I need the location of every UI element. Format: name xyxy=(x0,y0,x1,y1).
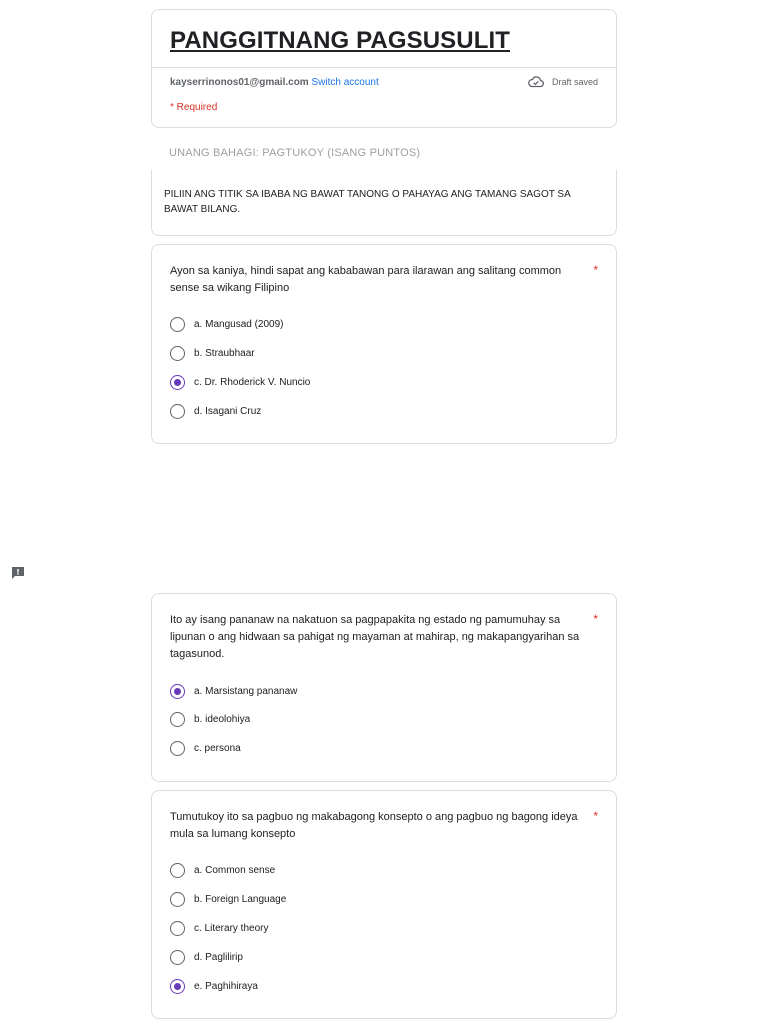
radio-button[interactable] xyxy=(170,950,185,965)
question-card-1 xyxy=(151,244,617,444)
question-card-2 xyxy=(151,593,617,782)
radio-option[interactable] xyxy=(170,740,241,756)
question-text: Tumutukoy ito sa pagbuo ng makabagong konsepto o ang pagbuo ng bagong ideya mula sa lumang konsepto xyxy=(170,811,578,840)
section-description: PILIIN ANG TITIK SA IBABA NG BAWAT TANONG O PAHAYAG ANG TAMANG SAGOT SA BAWAT BILANG. xyxy=(164,189,571,215)
radio-option[interactable] xyxy=(170,891,286,907)
option-label: c. Literary theory xyxy=(194,922,269,934)
radio-button[interactable] xyxy=(170,712,185,727)
question-text: Ayon sa kaniya, hindi sapat ang kababawan para ilarawan ang salitang common sense sa wikang Filipino xyxy=(170,265,562,294)
option-label: b. Foreign Language xyxy=(194,893,287,905)
radio-option[interactable] xyxy=(170,345,255,361)
radio-option[interactable] xyxy=(170,316,284,332)
option-label: c. persona xyxy=(194,742,241,754)
option-label: a. Mangusad (2009) xyxy=(194,318,284,330)
draft-status xyxy=(528,76,598,88)
required-asterisk: * xyxy=(593,612,598,626)
radio-button[interactable] xyxy=(170,346,185,361)
form-title: PANGGITNANG PAGSUSULIT xyxy=(170,27,510,54)
radio-option[interactable] xyxy=(170,683,297,699)
radio-button-selected[interactable] xyxy=(170,375,185,390)
radio-option[interactable] xyxy=(170,403,261,419)
draft-status-label: Draft saved xyxy=(551,77,598,87)
account-email: kayserrinonos01@gmail.com xyxy=(170,77,309,88)
radio-button[interactable] xyxy=(170,317,185,332)
radio-button[interactable] xyxy=(170,741,185,756)
question-card-3 xyxy=(151,790,617,1019)
section-description-card xyxy=(151,170,617,236)
option-label: a. Marsistang pananaw xyxy=(194,685,298,697)
radio-button-selected[interactable] xyxy=(170,979,185,994)
question-text: Ito ay isang pananaw na nakatuon sa pagpapakita ng estado ng pamumuhay sa lipunan o ang hidwaan sa pahigat ng mayaman at mahirap, ng makapangyarihan sa tagasunod. xyxy=(170,614,580,660)
radio-option[interactable] xyxy=(170,978,258,994)
option-label: c. Dr. Rhoderick V. Nuncio xyxy=(194,376,311,388)
option-label: d. Isagani Cruz xyxy=(194,405,262,417)
radio-option[interactable] xyxy=(170,862,275,878)
header-divider xyxy=(152,67,616,68)
radio-option[interactable] xyxy=(170,711,250,727)
option-label: b. Straubhaar xyxy=(194,347,255,359)
option-label: a. Common sense xyxy=(194,864,276,876)
radio-option[interactable] xyxy=(170,920,268,936)
account-line xyxy=(170,77,379,88)
switch-account-link[interactable]: Switch account xyxy=(311,77,379,88)
form-header-card xyxy=(151,9,617,128)
radio-option[interactable] xyxy=(170,949,243,965)
required-note: * Required xyxy=(170,102,218,113)
required-asterisk: * xyxy=(593,263,598,277)
report-feedback-icon[interactable] xyxy=(10,565,26,581)
section-title: UNANG BAHAGI: PAGTUKOY (ISANG PUNTOS) xyxy=(169,147,421,159)
radio-option[interactable] xyxy=(170,374,310,390)
radio-button[interactable] xyxy=(170,921,185,936)
option-label: e. Paghihiraya xyxy=(194,980,258,992)
option-label: b. ideolohiya xyxy=(194,713,251,725)
radio-button-selected[interactable] xyxy=(170,684,185,699)
radio-button[interactable] xyxy=(170,863,185,878)
option-label: d. Paglilirip xyxy=(194,951,243,963)
cloud-check-icon xyxy=(528,76,544,88)
required-asterisk: * xyxy=(593,809,598,823)
radio-button[interactable] xyxy=(170,892,185,907)
radio-button[interactable] xyxy=(170,404,185,419)
